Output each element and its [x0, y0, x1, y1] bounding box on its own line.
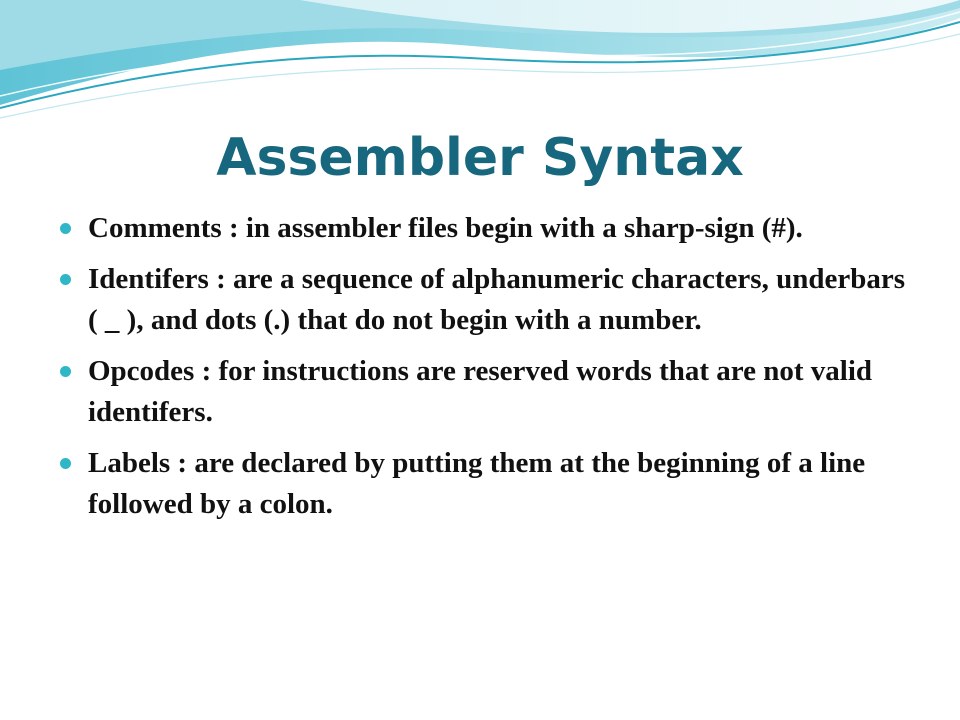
- bullet-text: Identifers : are a sequence of alphanumeric characters, underbars ( _ ), and dots (.) that do not begin with a number.: [88, 263, 905, 336]
- bullet-text: Opcodes : for instructions are reserved words that are not valid identifers.: [88, 355, 873, 428]
- slide-title: Assembler Syntax: [216, 128, 744, 188]
- bullet-dot-icon: [60, 366, 71, 377]
- list-item: [58, 351, 908, 433]
- list-item: [58, 208, 908, 249]
- bullet-text: Labels : are declared by putting them at the beginning of a line followed by a colon.: [88, 447, 866, 520]
- bullet-dot-icon: [60, 274, 71, 285]
- list-item: [58, 443, 908, 525]
- bullet-list: [58, 208, 908, 535]
- bullet-dot-icon: [60, 458, 71, 469]
- bullet-dot-icon: [60, 223, 71, 234]
- bullet-text: Comments : in assembler files begin with a sharp-sign (#).: [88, 212, 803, 244]
- list-item: [58, 259, 908, 341]
